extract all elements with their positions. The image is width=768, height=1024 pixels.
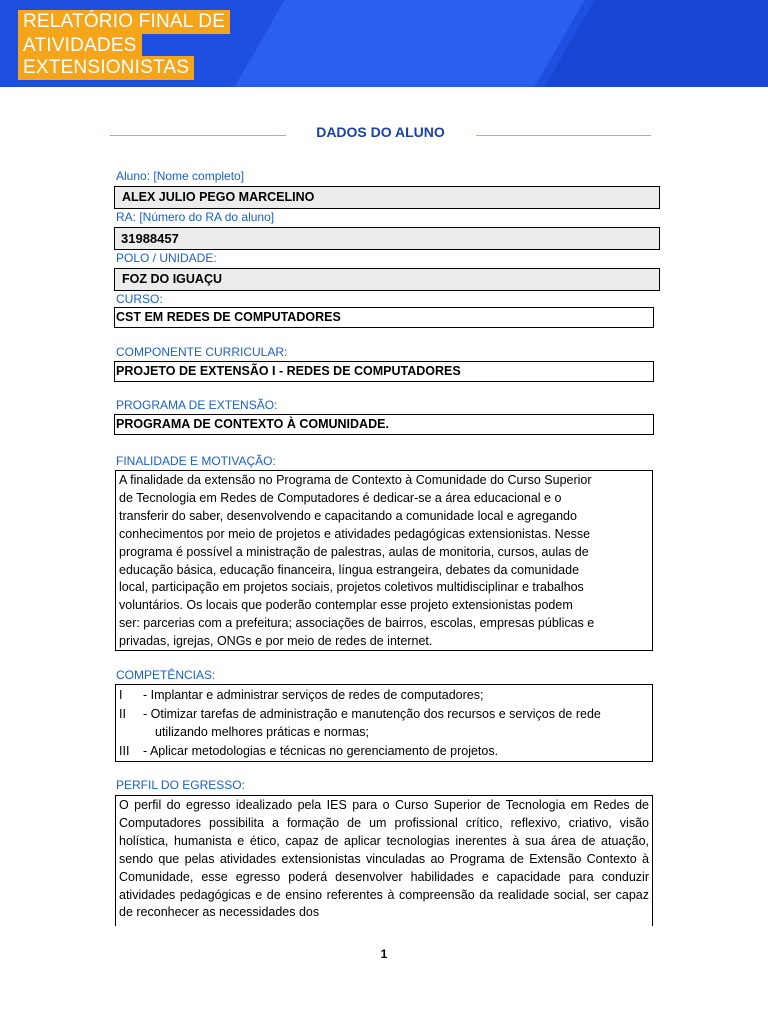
polo-field[interactable] [114,268,660,291]
list-item-number: II [119,706,126,721]
curso-value: CST EM REDES DE COMPUTADORES [116,310,341,324]
section-header [110,124,651,144]
componente-value: PROJETO DE EXTENSÃO I - REDES DE COMPUTADORES [116,364,461,378]
list-item-text: - Otimizar tarefas de administração e manutenção dos recursos e serviços de rede [143,706,601,721]
programa-label: PROGRAMA DE EXTENSÃO: [116,398,278,412]
list-item-number [119,723,143,742]
aluno-value: ALEX JULIO PEGO MARCELINO [122,190,315,204]
text-line: ser: parcerias com a prefeitura; associações de bairros, escolas, empresas públicas e [119,616,595,631]
aluno-field[interactable] [114,186,660,209]
competencias-list [115,684,653,762]
list-item-text: - Aplicar metodologias e técnicas no gerenciamento de projetos. [143,743,499,758]
section-title: DADOS DO ALUNO [316,124,445,140]
perfil-text: O perfil do egresso idealizado pela IES para o Curso Superior de Tecnologia em Redes de Computadores possibilita a formação de um profissional crítico, reflexivo, criativo, visão holística, humanista e ético, capaz de aplicar tecnologias inerentes à sua área de atuação, sendo que pelas atividades extensionistas vinculadas ao Programa de Extensão Contexto à Comunidade, esse egresso poderá desenvolver habilidades e capacidade para conduzir atividades pedagógicas e de ensino referentes à compreensão da realidade social, ser capaz de reconhecer as necessidades dos [115,795,653,926]
list-item [119,742,649,761]
text-line: conhecimentos por meio de projetos e atividades pedagógicas extensionistas. Nesse [119,526,591,541]
text-line: voluntários. Os locais que poderão contemplar esse projeto extensionistas podem [119,598,573,613]
report-title-line-2: ATIVIDADES [18,34,142,58]
list-item-number: III [119,743,130,758]
report-title-line-3: EXTENSIONISTAS [18,56,194,80]
text-line: A finalidade da extensão no Programa de Contexto à Comunidade do Curso Superior [119,473,592,487]
curso-field [114,307,654,328]
report-title-line-1: RELATÓRIO FINAL DE [18,10,230,34]
finalidade-label: FINALIDADE E MOTIVAÇÃO: [116,454,276,468]
list-item-text: - Implantar e administrar serviços de redes de computadores; [143,688,484,702]
curso-label: CURSO: [116,292,163,306]
componente-field [114,361,654,382]
text-line: programa é possível a ministração de palestras, aulas de monitoria, cursos, aulas de [119,544,589,559]
list-item-number: I [119,688,123,702]
perfil-label: PERFIL DO EGRESSO: [116,778,245,792]
ra-label: RA: [Número do RA do aluno] [116,210,275,224]
programa-value: PROGRAMA DE CONTEXTO À COMUNIDADE. [116,417,389,431]
programa-field [114,414,654,435]
text-line: privadas, igrejas, ONGs e por meio de redes de internet. [119,634,433,649]
text-line: educação básica, educação financeira, língua estrangeira, debates da comunidade [119,562,580,577]
componente-label: COMPONENTE CURRICULAR: [116,345,288,359]
list-item [119,686,649,705]
competencias-label: COMPETÊNCIAS: [116,668,216,682]
page-number: 1 [380,947,388,961]
finalidade-text [115,470,653,651]
text-line: transferir do saber, desenvolvendo e capacitando a comunidade local e agregando [119,508,577,523]
banner-stripe [192,0,607,87]
ra-value: 31988457 [121,231,179,246]
polo-label: POLO / UNIDADE: [116,251,217,265]
list-item-text: utilizando melhores práticas e normas; [155,725,369,739]
ra-field[interactable] [114,227,660,250]
polo-value: FOZ DO IGUAÇU [122,272,222,286]
text-line: local, participação em projetos sociais, projetos coletivos multidisciplinar e trabalhos [119,580,584,595]
list-item [119,723,649,742]
header-banner [0,0,768,87]
list-item [119,705,649,724]
aluno-label: Aluno: [Nome completo] [116,169,245,183]
text-line: de Tecnologia em Redes de Computadores é dedicar-se a área educacional e o [119,490,562,505]
